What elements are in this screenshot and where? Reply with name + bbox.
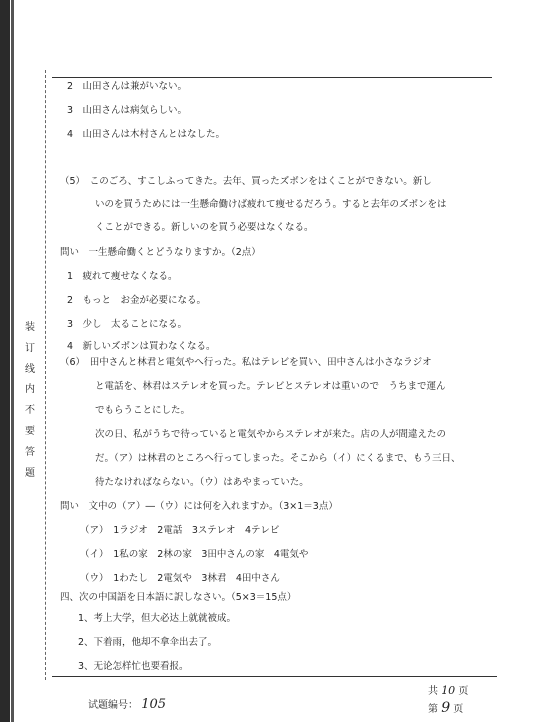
total-pages — [428, 682, 468, 697]
exam-number — [88, 696, 166, 712]
section6-para-5: だ。（ア）は林君のところへ行ってしまった。そこから（イ）にくるまで、もう三日、 — [95, 453, 461, 464]
section5-option-3: 3 少し 太ることになる。 — [67, 319, 188, 330]
total-pages-label: 共 — [428, 686, 438, 697]
binding-edge-inner — [11, 0, 14, 722]
section6-answer-b: （イ） 1私の家 2林の家 3田中さんの家 4電気や — [80, 549, 309, 560]
section5-para-3: くことができる。新しいのを買う必要はなくなる。 — [95, 222, 314, 233]
section6-para-2: と電話を、林君はステレオを買った。テレビとステレオは重いので うちまで運ん — [95, 381, 446, 392]
binding-edge — [0, 0, 10, 722]
section6-para-1: （6） 田中さんと林君と電気やへ行った。私はテレビを買い、田中さんは小さなラジオ — [60, 357, 432, 368]
bottom-rule — [52, 676, 497, 677]
total-pages-unit: 页 — [458, 686, 469, 697]
section6-para-4: 次の日、私がうちで待っていると電気やからステレオが来た。店の人が間違えたの — [95, 429, 447, 440]
binding-margin-notice: 装订线内不要答题 — [25, 322, 35, 479]
translation-item-3: 3、无论怎样忙也要看报。 — [78, 661, 189, 672]
section5-question: 問い 一生懸命働くとどうなりますか。（2点） — [60, 247, 261, 258]
top-rule — [52, 77, 492, 78]
exam-number-label: 试题编号： — [88, 700, 138, 711]
section5-para-2: いのを買うためには一生懸命働けば疲れて痩せるだろう。すると去年のズボンをは — [95, 199, 447, 210]
exam-number-value: 105 — [141, 697, 167, 712]
prev-option-2: 2 山田さんは兼がいない。 — [67, 81, 188, 92]
current-page-value: 9 — [441, 700, 451, 716]
section5-option-2: 2 もっと お金が必要になる。 — [67, 295, 207, 306]
prev-option-4: 4 山田さんは木村さんとはなした。 — [67, 129, 226, 140]
current-page-label: 第 — [428, 704, 438, 715]
section5-option-1: 1 疲れて痩せなくなる。 — [67, 271, 178, 282]
current-page — [428, 700, 463, 716]
total-pages-value: 10 — [441, 684, 456, 697]
section5-para-1: （5） このごろ、すこしふってきた。去年、買ったズボンをはくことができない。新し — [60, 176, 432, 187]
translation-item-1: 1、考上大学，但大必达上就就被成。 — [78, 613, 237, 624]
section6-answer-a: （ア） 1ラジオ 2電話 3ステレオ 4テレビ — [80, 525, 280, 536]
section5-option-4: 4 新しいズボンは買わなくなる。 — [67, 341, 216, 352]
prev-option-3: 3 山田さんは病気らしい。 — [67, 105, 188, 116]
section6-question: 問い 文中の（ア）―（ウ）には何を入れますか。（3×1＝3点） — [60, 501, 338, 512]
section6-para-3: でもらうことにした。 — [95, 405, 191, 416]
section6-answer-c: （ウ） 1わたし 2電気や 3林君 4田中さん — [80, 573, 280, 584]
binding-margin-dashed-line — [45, 70, 47, 680]
current-page-unit: 页 — [453, 704, 464, 715]
section6-para-6: 待たなければならない。（ウ）はあやまっていた。 — [95, 477, 309, 488]
translation-section-title: 四、次の中国語を日本語に訳しなさい。（5×3＝15点） — [60, 592, 297, 603]
translation-item-2: 2、下着雨，他却不拿伞出去了。 — [78, 637, 218, 648]
